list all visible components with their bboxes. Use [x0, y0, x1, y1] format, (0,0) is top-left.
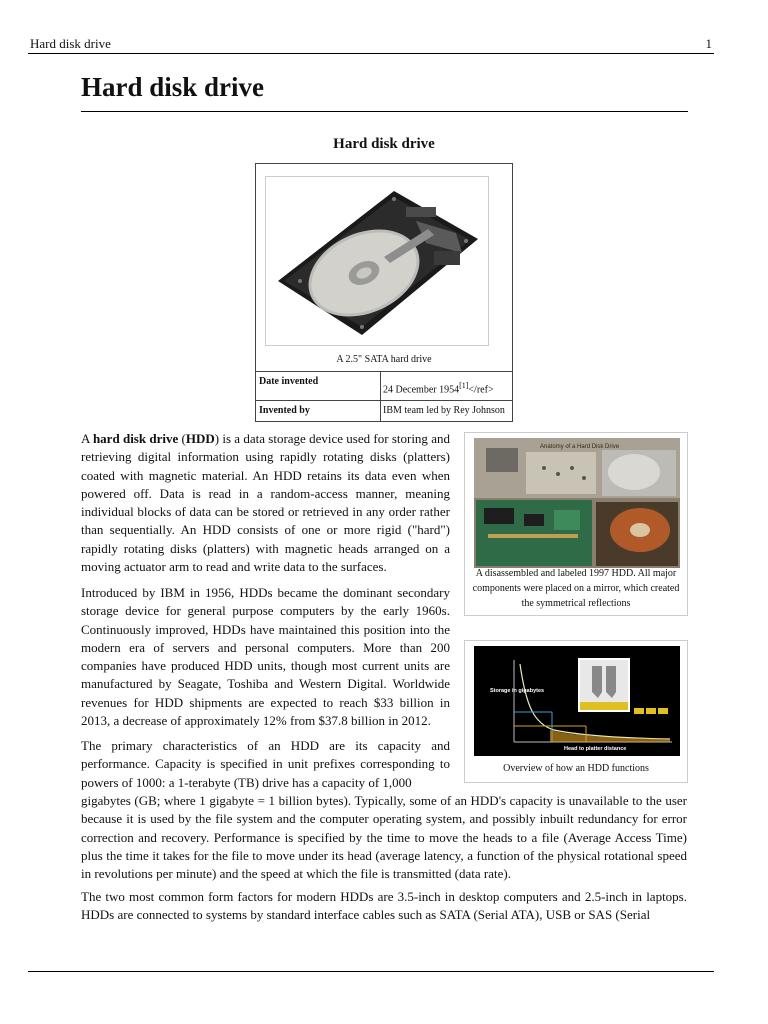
row-value: 24 December 1954[1]</ref> [383, 381, 494, 396]
infobox-title: Hard disk drive [333, 136, 435, 152]
infobox-row-date-invented [256, 371, 512, 402]
figure-inner-title: Anatomy of a Hard Disk Drive [540, 444, 620, 450]
footer-rule [28, 971, 714, 972]
paragraph-characteristics-cont: gigabytes (GB; where 1 gigabyte = 1 billion bytes). Typically, some of an HDD's capacity is unavailable to the user because it is used by the file system and the computer operating system, and possibly inbuilt redundancy for error correction and recovery. Performance is specified by the time to move the heads to a file (Average Access Time) plus the time it takes for the file to move under its head (average latency, a function of the physical rotational speed in revolutions per minute) and the speed at which the file is transmitted (data rate). [81, 793, 687, 882]
graph-ylabel: Storage in gigabytes [490, 688, 545, 694]
title-rule [81, 111, 688, 112]
page-title: Hard disk drive [81, 72, 265, 102]
row-label: Invented by [259, 405, 310, 416]
paragraph-intro: A hard disk drive (HDD) is a data storage device used for storing and retrieving digital information using rapidly rotating disks (platters) coated with magnetic material. An HDD retains its data even when powered off. Data is read in a random-access manner, meaning individual blocks of data can be stored or retrieved in any order rather than sequentially. An HDD consists of one or more rigid ("hard") rapidly rotating disks (platters) with magnetic heads arranged on a moving actuator arm to read and write data to the surfaces. [81, 431, 450, 575]
row-value: IBM team led by Rey Johnson [383, 405, 505, 416]
graph-xlabel: Head to platter distance [564, 746, 627, 752]
figure-hdd-overview [464, 640, 688, 783]
row-label: Date invented [259, 376, 319, 387]
paragraph-characteristics: The primary characteristics of an HDD are its capacity and performance. Capacity is specified in unit prefixes corresponding to powers of 1000: a 1-terabyte (TB) drive has a capacity of 1,000 [81, 738, 450, 790]
figure-disassembled-hdd [464, 432, 688, 616]
page-number: 1 [705, 36, 712, 51]
infobox [255, 163, 513, 422]
reference-link[interactable]: [1] [459, 381, 469, 390]
infobox-image-caption: A 2.5" SATA hard drive [336, 354, 432, 365]
term-hard-disk-drive: hard disk drive [92, 431, 179, 446]
infobox-row-invented-by [256, 400, 512, 422]
disassembled-hdd-image [474, 438, 680, 568]
paragraph-form-factors: The two most common form factors for modern HDDs are 3.5-inch in desktop computers and 2.5-inch in laptops. HDDs are connected to systems by standard interface cables such as SATA (Serial ATA), USB or SAS (Serial [81, 889, 687, 923]
running-title: Hard disk drive [30, 36, 111, 51]
hard-drive-image [266, 177, 488, 345]
term-hdd: HDD [185, 431, 215, 446]
running-header [30, 36, 712, 52]
figure-caption: Overview of how an HDD functions [503, 763, 649, 774]
header-rule [28, 53, 714, 54]
figure-caption: A disassembled and labeled 1997 HDD. All major components were placed on a mirror, which created the symmetrical reflections [472, 568, 680, 609]
hdd-photo [265, 176, 489, 346]
paragraph-history: Introduced by IBM in 1956, HDDs became the dominant secondary storage device for general purpose computers by the early 1960s. Continuously improved, HDDs have maintained this position into the modern era of servers and personal computers. More than 200 companies have produced HDD units, though most current units are manufactured by Seagate, Toshiba and Western Digital. Worldwide revenues for HDD shipments are expected to reach $33 billion in 2013, a decrease of approximately 12% from $37.8 billion in 2012. [81, 585, 450, 729]
hdd-overview-graph [474, 646, 680, 756]
